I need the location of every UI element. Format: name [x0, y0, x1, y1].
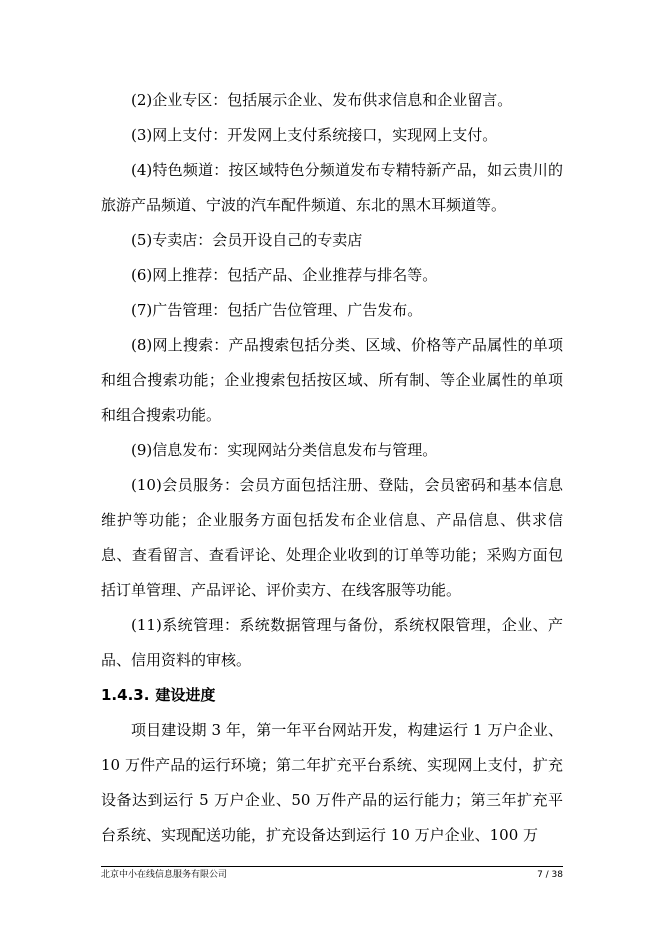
list-item-info-publishing: (9)信息发布：实现网站分类信息发布与管理。 [131, 441, 438, 459]
page-footer [101, 869, 563, 881]
footer-company: 北京中小在线信息服务有限公司 [101, 870, 228, 880]
list-item-online-search: (8)网上搜索：产品搜索包括分类、区域、价格等产品属性的单项和组合搜索功能；企业搜索包括按区域、所有制、等企业属性的单项和组合搜索功能。 [101, 336, 563, 424]
list-item-enterprise-zone: (2)企业专区：包括展示企业、发布供求信息和企业留言。 [131, 91, 513, 109]
document-body [101, 83, 563, 853]
list-item-featured-channels: (4)特色频道：按区域特色分频道发布专精特新产品，如云贵川的旅游产品频道、宁波的汽车配件频道、东北的黑木耳频道等。 [101, 161, 563, 214]
section-title: 建设进度 [155, 686, 216, 704]
list-item-member-services: (10)会员服务：会员方面包括注册、登陆，会员密码和基本信息维护等功能；企业服务方面包括发布企业信息、产品信息、供求信息、查看留言、查看评论、处理企业收到的订单等功能；采购方面包括订单管理、产品评论、评价卖方、在线客服等功能。 [101, 476, 563, 599]
section-heading [101, 678, 563, 713]
list-item-specialty-store: (5)专卖店：会员开设自己的专卖店 [131, 231, 363, 249]
section-paragraph: 项目建设期 3 年，第一年平台网站开发，构建运行 1 万户企业、10 万件产品的运行环境；第二年扩充平台系统、实现网上支付，扩充设备达到运行 5 万户企业、50 万件产品的运行能力；第三年扩充平台系统、实现配送功能，扩充设备达到运行 10 万户企业、100 万 [101, 721, 563, 844]
section-number: 1.4.3. [101, 686, 150, 704]
list-item-online-recommendation: (6)网上推荐：包括产品、企业推荐与排名等。 [131, 266, 438, 284]
page-number: 7 / 38 [537, 870, 563, 880]
list-item-online-payment: (3)网上支付：开发网上支付系统接口，实现网上支付。 [131, 126, 498, 144]
list-item-ad-management: (7)广告管理：包括广告位管理、广告发布。 [131, 301, 423, 319]
list-item-system-management: (11)系统管理：系统数据管理与备份，系统权限管理，企业、产品、信用资料的审核。 [101, 616, 563, 669]
footer-divider [101, 866, 563, 867]
